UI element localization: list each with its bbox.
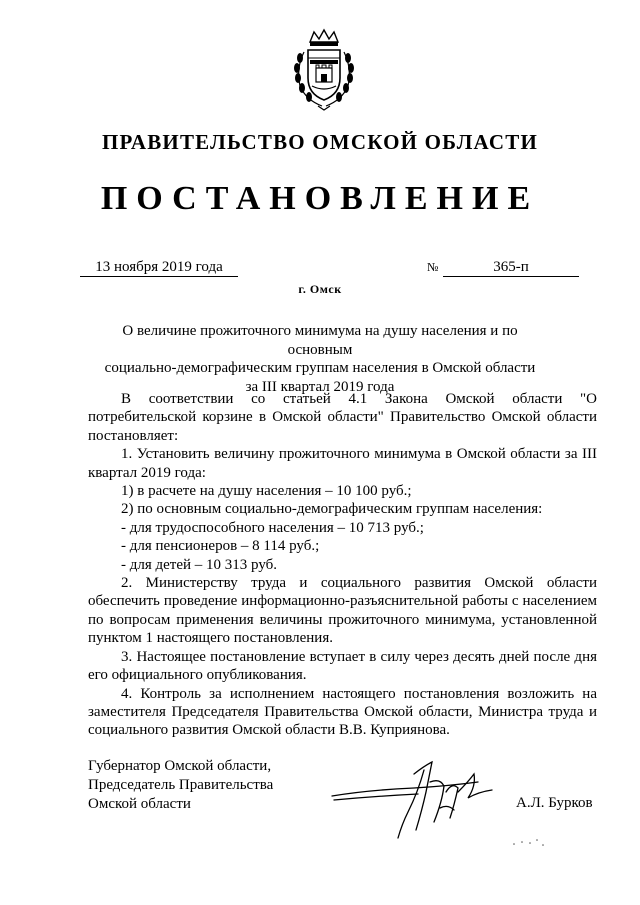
subject-line: социально-демографическим группам населения в Омской области (104, 360, 536, 376)
subject-line: за III квартал 2019 года (245, 378, 395, 395)
position-line: Председатель Правительства (88, 777, 274, 793)
government-title: ПРАВИТЕЛЬСТВО ОМСКОЙ ОБЛАСТИ (101, 130, 538, 154)
item-2-paragraph: 2. Министерству труда и социального развития Омской области обеспечить проведение информационно-разъяснительной работы с населением по вопросам применения величины прожиточного минимума, установленной пунктом 1 настоящего постановления. (88, 575, 597, 647)
number-sign: № (427, 260, 439, 274)
document-date: 13 ноября 2019 года (80, 258, 238, 277)
group-working-paragraph: - для трудоспособного населения – 10 713 руб.; (121, 519, 424, 536)
item-1-1-paragraph: 1) в расчете на душу населения – 10 100 руб.; (121, 483, 412, 500)
document-subject (90, 322, 550, 396)
position-line: Омской области (88, 796, 191, 812)
document-type-title: ПОСТАНОВЛЕНИЕ (100, 180, 540, 217)
group-pensioners-paragraph: - для пенсионеров – 8 114 руб.; (121, 538, 320, 555)
group-children-paragraph: - для детей – 10 313 руб. (121, 556, 278, 573)
item-4-paragraph: 4. Контроль за исполнением настоящего постановления возложить на заместителя Председателя Правительства Омской области, Министра труда и социального развития Омской области В.В. Куприянова. (88, 685, 597, 739)
document-body (88, 390, 597, 740)
document-number: 365-п (443, 258, 579, 277)
item-3-paragraph: 3. Настоящее постановление вступает в силу через десять дней после дня его официального опубликования. (88, 648, 597, 684)
item-1-paragraph: 1. Установить величину прожиточного минимума в Омской области за III квартал 2019 года: (88, 446, 597, 481)
preamble-paragraph: В соответствии со статьей 4.1 Закона Омской области "О потребительской корзине в Омской области" Правительство Омской области постановляет: (88, 391, 597, 444)
position-line: Губернатор Омской области, (88, 758, 272, 774)
subject-line: О величине прожиточного минимума на душу населения и по основным (122, 323, 518, 358)
signatory-name: А.Л. Бурков (516, 795, 593, 811)
stamp-dots-icon (510, 836, 550, 848)
item-1-2-paragraph: 2) по основным социально-демографическим группам населения: (121, 501, 543, 518)
document-city: г. Омск (298, 282, 342, 296)
handwritten-signature-icon (328, 752, 518, 844)
coat-of-arms-icon (290, 28, 358, 112)
signatory-position (88, 757, 273, 814)
